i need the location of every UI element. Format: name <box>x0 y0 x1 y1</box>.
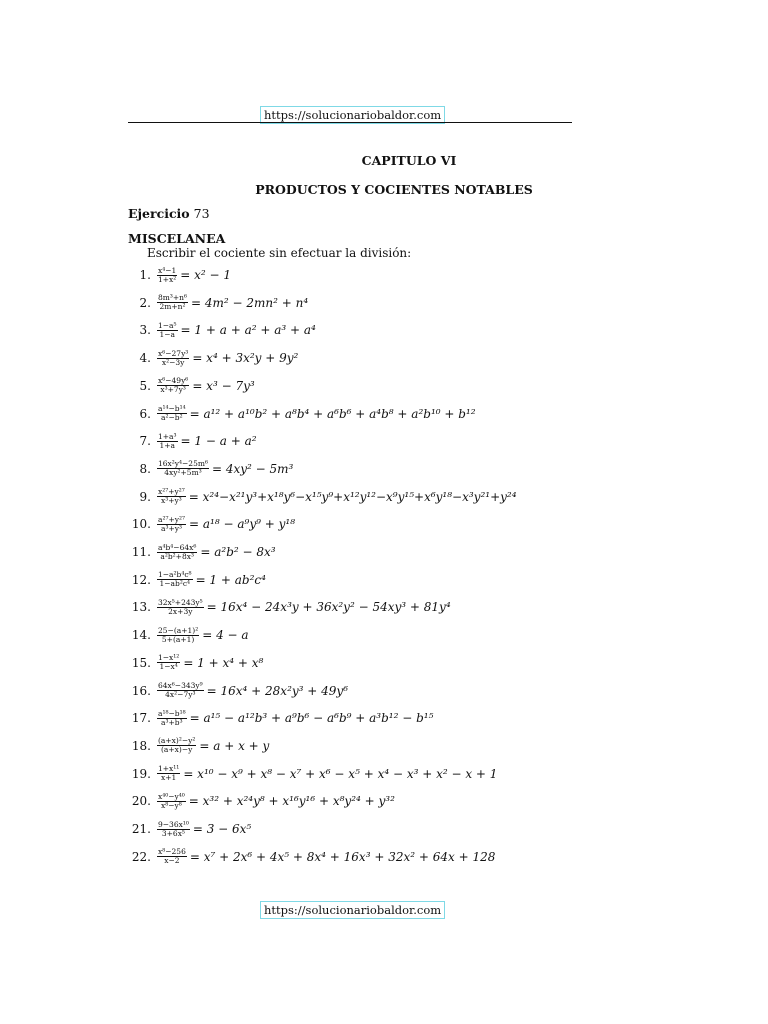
item-number: 10. <box>131 517 151 532</box>
fraction-denominator: x²−3y <box>161 357 185 367</box>
item-number: 5. <box>139 378 151 393</box>
fraction-denominator: 4x²−7y³ <box>165 690 196 699</box>
exercise-heading <box>128 206 210 221</box>
item-fraction <box>157 765 180 782</box>
fraction-denominator: x⁸−y⁸ <box>161 800 182 810</box>
item-result: = a²b² − 8x³ <box>200 545 276 559</box>
header-rule <box>128 122 572 123</box>
list-item <box>118 292 308 314</box>
item-fraction <box>157 821 190 838</box>
item-fraction <box>157 599 204 616</box>
item-fraction <box>157 627 199 644</box>
list-item <box>118 513 295 535</box>
fraction-numerator: x⁶−49y⁶ <box>158 376 189 386</box>
item-result: = 1 − a + a² <box>180 434 257 449</box>
item-number: 19. <box>131 766 151 781</box>
item-result: = x⁷ + 2x⁶ + 4x⁵ + 8x⁴ + 16x³ + 32x² + 64x + 128 <box>189 849 496 864</box>
item-number: 14. <box>131 628 151 643</box>
item-result: = x¹⁰ − x⁹ + x⁸ − x⁷ + x⁶ − x⁵ + x⁴ − x³ + x² − x + 1 <box>183 766 498 781</box>
fraction-numerator: (a+x)²−y² <box>158 736 196 746</box>
item-number: 20. <box>131 794 151 809</box>
item-number: 4. <box>139 351 151 366</box>
fraction-numerator: 32x⁵+243y⁵ <box>158 597 203 607</box>
fraction-numerator: 16x²y⁴−25m⁶ <box>158 459 208 469</box>
item-fraction <box>157 571 193 588</box>
item-number: 11. <box>131 545 151 559</box>
chapter-subtitle: PRODUCTOS Y COCIENTES NOTABLES <box>255 182 533 197</box>
item-result: = 16x⁴ − 24x³y + 36x²y² − 54xy³ + 81y⁴ <box>206 600 451 615</box>
item-result: = 3 − 6x⁵ <box>192 822 252 836</box>
item-result: = x² − 1 <box>180 268 232 282</box>
item-fraction <box>157 433 178 450</box>
item-number: 1. <box>139 268 151 282</box>
item-fraction <box>157 377 189 394</box>
item-fraction <box>157 737 196 754</box>
item-fraction <box>157 516 186 533</box>
item-result: = 1 + a + a² + a³ + a⁴ <box>180 323 316 338</box>
item-number: 17. <box>131 711 151 726</box>
item-fraction <box>157 460 209 477</box>
item-fraction <box>157 294 188 311</box>
item-number: 18. <box>131 738 151 753</box>
item-result: = x³ − 7y³ <box>192 378 255 393</box>
list-item <box>118 375 255 397</box>
item-result: = 4xy² − 5m³ <box>211 461 294 476</box>
fraction-numerator: 9−36x¹⁰ <box>158 819 189 829</box>
fraction-denominator: 1+x² <box>158 274 177 284</box>
item-fraction <box>157 654 180 671</box>
fraction-numerator: x⁶−27y³ <box>158 348 189 358</box>
footer-link[interactable]: https://solucionariobaldor.com <box>260 901 445 919</box>
fraction-numerator: 1+x¹¹ <box>158 764 180 774</box>
fraction-numerator: x⁸−256 <box>158 847 186 857</box>
item-fraction <box>157 544 197 561</box>
item-result: = x³² + x²⁴y⁸ + x¹⁶y¹⁶ + x⁸y²⁴ + y³² <box>188 794 395 809</box>
list-item <box>118 430 257 452</box>
item-number: 9. <box>139 489 151 504</box>
fraction-denominator: 1−a <box>159 329 176 339</box>
item-result: = a + x + y <box>199 738 270 753</box>
fraction-denominator: 1+a <box>159 440 176 450</box>
list-item <box>118 763 497 785</box>
list-item <box>118 680 348 702</box>
fraction-numerator: a²⁷+y²⁷ <box>158 514 186 524</box>
item-fraction <box>157 267 177 284</box>
item-fraction <box>157 488 186 505</box>
fraction-numerator: 1−a⁵ <box>158 320 177 330</box>
item-result: = 1 + ab²c⁴ <box>195 572 266 587</box>
item-fraction <box>157 682 204 699</box>
fraction-denominator: a³+b³ <box>161 717 183 727</box>
item-fraction <box>157 322 178 339</box>
fraction-denominator: a³+y³ <box>161 523 183 533</box>
fraction-denominator: x³+y³ <box>161 496 182 506</box>
item-number: 2. <box>139 295 151 310</box>
item-result: = x²⁴−x²¹y³+x¹⁸y⁶−x¹⁵y⁹+x¹²y¹²−x⁹y¹⁵+x⁶y¹⁸−x³y²¹+y²⁴ <box>188 489 517 504</box>
item-result: = 4m² − 2mn² + n⁴ <box>191 295 309 310</box>
item-fraction <box>157 710 187 727</box>
item-result: = 1 + x⁴ + x⁸ <box>183 655 264 670</box>
list-item <box>118 596 451 618</box>
list-item <box>118 624 249 646</box>
fraction-denominator: 2x+3y <box>168 606 193 616</box>
item-number: 13. <box>131 600 151 615</box>
fraction-denominator: x+1 <box>161 773 177 783</box>
item-number: 12. <box>131 572 151 587</box>
item-fraction <box>157 350 189 367</box>
fraction-numerator: 1−a²b⁴c⁸ <box>158 570 192 580</box>
list-item <box>118 458 293 480</box>
fraction-numerator: a¹⁸−b¹⁸ <box>158 708 186 718</box>
fraction-denominator: 1−x⁴ <box>159 662 178 672</box>
exercise-label: Ejercicio <box>128 206 190 221</box>
item-fraction <box>157 848 187 865</box>
list-item <box>118 541 276 563</box>
list-item <box>118 735 269 757</box>
fraction-denominator: x³+7y³ <box>160 385 186 395</box>
list-item <box>118 818 251 840</box>
fraction-numerator: 1−x¹² <box>158 653 180 663</box>
list-item <box>118 486 517 508</box>
fraction-denominator: 4xy²+5m³ <box>164 468 202 478</box>
item-result: = a¹⁵ − a¹²b³ + a⁹b⁶ − a⁶b⁹ + a³b¹² − b¹⁵ <box>189 711 434 726</box>
item-number: 6. <box>139 406 151 421</box>
item-number: 3. <box>139 323 151 338</box>
fraction-numerator: 8m³+n⁶ <box>158 293 188 303</box>
exercise-number: 73 <box>193 206 210 221</box>
list-item <box>118 846 495 868</box>
list-item <box>118 652 263 674</box>
fraction-denominator: 5+(a+1) <box>161 634 195 644</box>
item-number: 16. <box>131 683 151 698</box>
instruction-text: Escribir el cociente sin efectuar la división: <box>147 246 412 260</box>
list-item <box>118 264 231 286</box>
item-number: 15. <box>131 655 151 670</box>
item-result: = a¹² + a¹⁰b² + a⁸b⁴ + a⁶b⁶ + a⁴b⁸ + a²b¹⁰ + b¹² <box>189 406 476 421</box>
item-fraction <box>157 405 187 422</box>
fraction-numerator: 1+a³ <box>158 431 177 441</box>
section-heading: MISCELANEA <box>128 231 226 246</box>
fraction-numerator: 64x⁶−343y⁹ <box>158 681 203 690</box>
item-result: = 4 − a <box>202 628 249 643</box>
fraction-denominator: 1−ab²c⁴ <box>159 579 191 589</box>
list-item <box>118 790 395 812</box>
item-result: = 16x⁴ + 28x²y³ + 49y⁶ <box>206 683 349 698</box>
fraction-numerator: 25−(a+1)² <box>158 625 199 635</box>
fraction-denominator: 2m+n² <box>159 302 186 312</box>
item-number: 8. <box>139 461 151 476</box>
item-result: = a¹⁸ − a⁹y⁹ + y¹⁸ <box>189 517 295 532</box>
fraction-numerator: x²⁷+y²⁷ <box>158 487 185 497</box>
list-item <box>118 569 266 591</box>
list-item <box>118 319 316 341</box>
fraction-denominator: x−2 <box>164 856 180 866</box>
header-link[interactable]: https://solucionariobaldor.com <box>260 106 445 124</box>
fraction-denominator: a²b²+8x³ <box>160 551 194 561</box>
item-fraction <box>157 793 186 810</box>
item-number: 22. <box>131 849 151 864</box>
fraction-numerator: a⁴b⁴−64x⁶ <box>158 542 197 552</box>
item-number: 21. <box>131 822 151 836</box>
fraction-denominator: a²−b² <box>161 413 183 422</box>
fraction-denominator: 3+6x⁵ <box>161 828 185 838</box>
item-result: = x⁴ + 3x²y + 9y² <box>192 351 299 366</box>
list-item <box>118 707 433 729</box>
item-number: 7. <box>139 434 151 449</box>
list-item <box>118 403 476 425</box>
list-item <box>118 347 298 369</box>
fraction-denominator: (a+x)−y <box>161 745 193 755</box>
fraction-numerator: x⁴⁰−y⁴⁰ <box>158 791 185 801</box>
fraction-numerator: x⁴−1 <box>158 265 177 275</box>
fraction-numerator: a¹⁴−b¹⁴ <box>158 404 186 413</box>
chapter-title: CAPITULO VI <box>361 153 457 168</box>
